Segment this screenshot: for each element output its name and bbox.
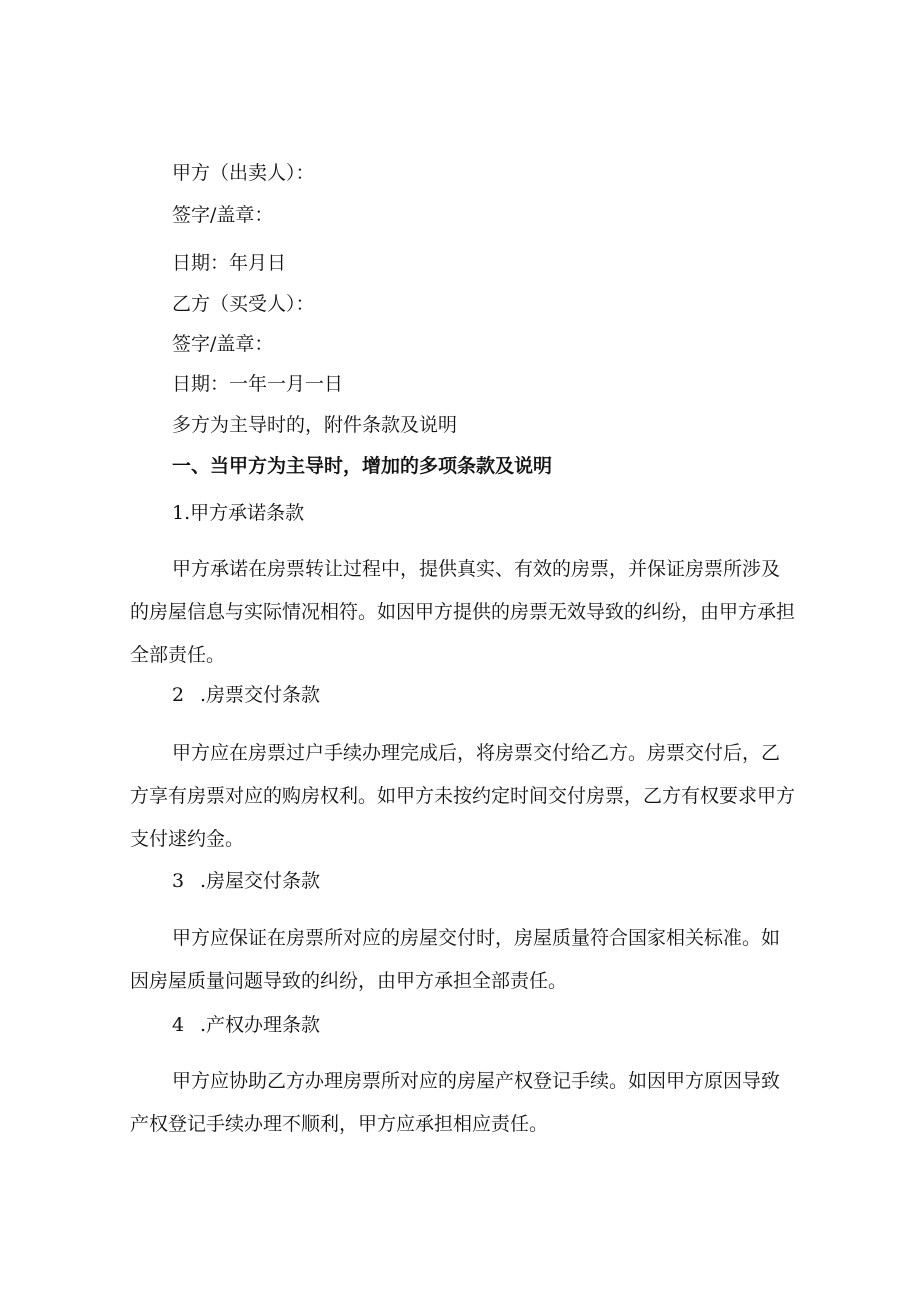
- party-b-date-line: 日期：一年一月一日: [172, 373, 344, 395]
- section-heading: 一、当甲方为主导时，增加的多项条款及说明: [172, 455, 553, 477]
- party-a-date-line: 日期：年月日: [172, 252, 287, 274]
- clause-title: .房票交付条款: [200, 684, 321, 706]
- clause-number: 2: [172, 684, 185, 706]
- clause-body-text: 甲方应保证在房票所对应的房屋交付时，房屋质量符合国家相关标准。如因房屋质量问题导致的纠纷，由甲方承担全部责任。: [130, 927, 781, 992]
- party-a-signature-line: 签字/盖章：: [172, 204, 274, 226]
- clause-body: [130, 917, 795, 1003]
- clause-body-text: 甲方应协助乙方办理房票所对应的房屋产权登记手续。如因甲方原因导致产权登记手续办理不顺利，甲方应承担相应责任。: [130, 1070, 781, 1135]
- party-a-label: 甲方（出卖人）：: [172, 162, 315, 184]
- clause-heading: [172, 1012, 320, 1038]
- clause-number: 3: [172, 870, 185, 892]
- party-b-label: 乙方（买受人）：: [172, 293, 315, 315]
- clause-body-text: 甲方承诺在房票转让过程中，提供真实、有效的房票，并保证房票所涉及的房屋信息与实际情况相符。如因甲方提供的房票无效导致的纠纷，由甲方承担全部责任。: [130, 558, 796, 666]
- clause-heading: [172, 868, 320, 894]
- clause-heading: [172, 500, 304, 526]
- clause-title: 甲方承诺条款: [190, 502, 305, 524]
- clause-title: .产权办理条款: [200, 1014, 321, 1036]
- clause-body-text: 甲方应在房票过户手续办理完成后，将房票交付给乙方。房票交付后，乙方享有房票对应的购房权利。如甲方未按约定时间交付房票，乙方有权要求甲方支付逑约金。: [130, 742, 796, 850]
- clause-heading: [172, 682, 320, 708]
- party-b-signature-line: 签字/盖章：: [172, 333, 274, 355]
- appendix-title: 多方为主导时的，附件条款及说明: [172, 414, 458, 436]
- clause-title: .房屋交付条款: [200, 870, 321, 892]
- clause-body: [130, 732, 795, 861]
- clause-number: 1.: [172, 502, 191, 524]
- clause-body: [130, 1060, 795, 1146]
- clause-number: 4: [172, 1014, 185, 1036]
- clause-body: [130, 548, 795, 677]
